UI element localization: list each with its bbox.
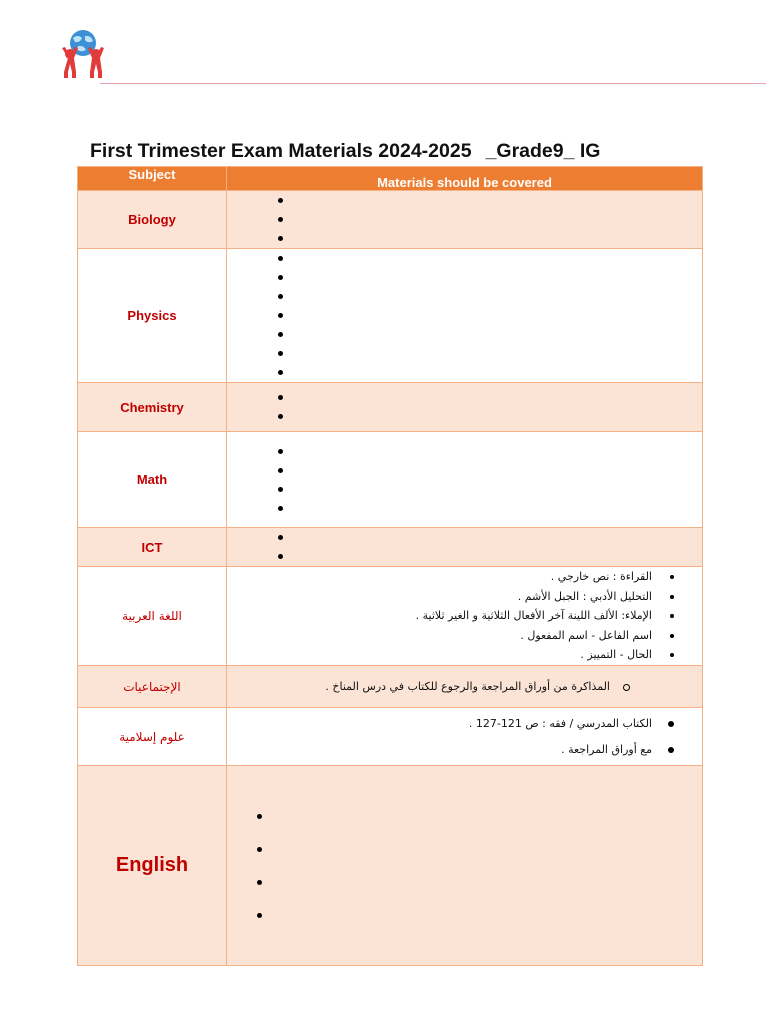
subject-arabic: اللغة العربية [78,567,227,666]
table-row [78,191,703,249]
subject-math: Math [78,432,227,528]
header-divider [100,83,766,84]
bullet-item [278,499,702,518]
list-item: التحليل الأدبي : الجبل الأشم . [237,587,674,607]
list-item: مع أوراق المراجعة . [237,737,674,763]
bullet-item [278,344,702,363]
subject-chemistry: Chemistry [78,383,227,432]
bullet-item [278,229,702,248]
materials-math [227,432,703,528]
materials-biology [227,191,703,249]
table-row [78,766,703,966]
list-item: المذاكرة من أوراق المراجعة والرجوع للكتاب في درس المناخ . [237,677,632,697]
bullet-item [257,833,702,866]
list-item: القراءة : نص خارجي . [237,567,674,587]
bullet-item [278,325,702,344]
list-item: الإملاء: الألف اللينة آخر الأفعال الثلاثية و الغير ثلاثية . [237,606,674,626]
bullet-item [278,528,702,547]
header-materials: Materials should be covered [227,167,703,191]
list-item: الحال - التمييز . [237,645,674,665]
list-item: اسم الفاعل - اسم المفعول . [237,626,674,646]
table-row [78,666,703,708]
bullet-item [278,480,702,499]
title-grade: _Grade9_ IG [485,140,601,162]
bullet-item [278,407,702,426]
bullet-item [278,461,702,480]
bullet-item [278,442,702,461]
table-row [78,528,703,567]
bullet-item [278,268,702,287]
table-header-row [78,167,703,191]
title-text: First Trimester Exam Materials 2024-2025 [90,140,472,162]
bullet-item [257,800,702,833]
header-subject: Subject [78,167,227,191]
bullet-item [278,388,702,407]
bullet-item [278,306,702,325]
materials-arabic [227,567,703,666]
subject-social-studies: الإجتماعيات [78,666,227,708]
materials-english [227,766,703,966]
bullet-item [278,210,702,229]
bullet-item [278,287,702,306]
subject-islamic-studies: علوم إسلامية [78,708,227,766]
table-row [78,383,703,432]
page-title [90,140,600,163]
bullet-item [278,363,702,382]
subject-physics: Physics [78,249,227,383]
bullet-item [257,866,702,899]
table-row [78,708,703,766]
materials-chemistry [227,383,703,432]
table-row [78,249,703,383]
bullet-item [278,191,702,210]
list-item: الكتاب المدرسي / فقه : ص 121-127 . [237,711,674,737]
bullet-item [278,249,702,268]
materials-social-studies [227,666,703,708]
materials-ict [227,528,703,567]
subject-biology: Biology [78,191,227,249]
bullet-item [257,899,702,932]
bullet-item [278,547,702,566]
school-logo-icon [58,28,108,86]
materials-islamic-studies [227,708,703,766]
table-row [78,567,703,666]
table-row [78,432,703,528]
materials-table [77,166,703,966]
subject-ict: ICT [78,528,227,567]
materials-physics [227,249,703,383]
subject-english: English [78,766,227,966]
